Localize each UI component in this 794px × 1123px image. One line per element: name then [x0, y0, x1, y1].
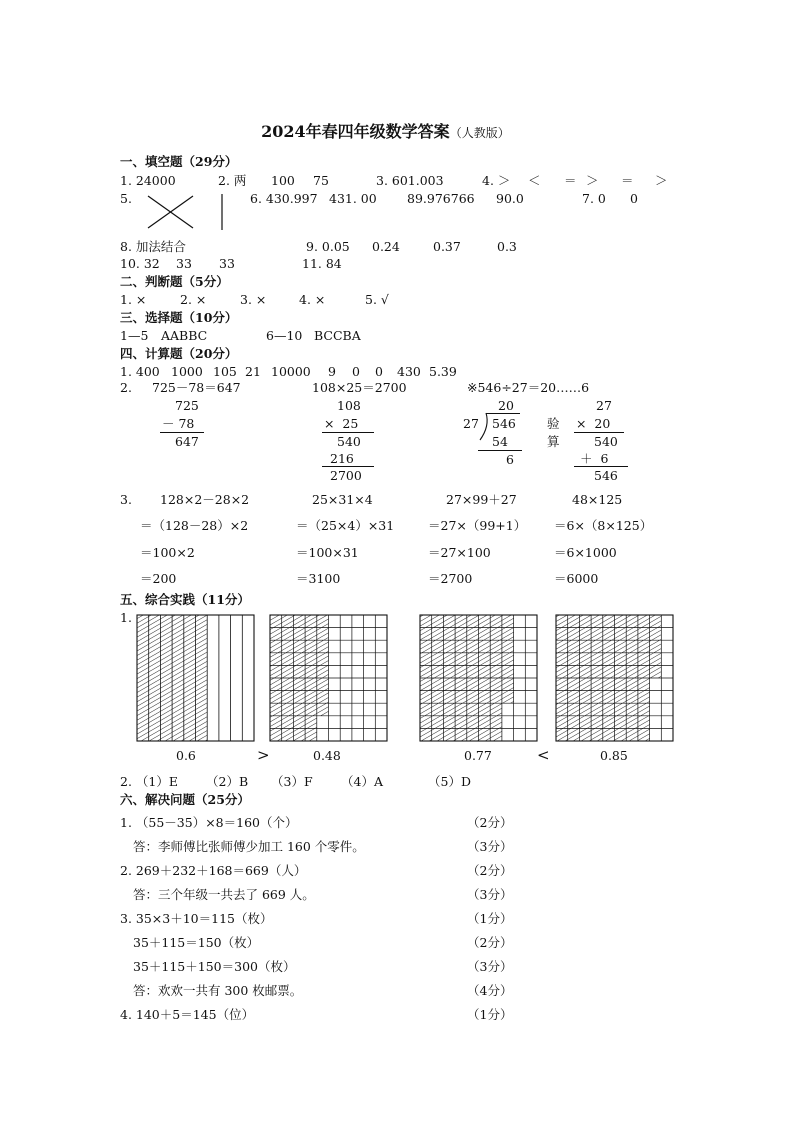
s4-q2-check-result: 546: [594, 468, 618, 483]
s6-row-3: 2. 269＋232＋168＝669（人）: [120, 863, 307, 878]
s4-q2b-partial-1: 540: [337, 434, 361, 449]
s1-r1-0: 1. 24000: [120, 173, 176, 188]
s6-row-6: 35＋115＝150（枚）: [133, 935, 260, 950]
s4-q2-check-rule-1: [574, 432, 624, 433]
s4-q2b-partial-2: 216: [330, 451, 354, 466]
s4-q3-c2-3: ＝3100: [296, 571, 341, 586]
section-5-heading: 五、综合实践（11分）: [120, 592, 250, 607]
s4-q1-4: 10000: [271, 364, 311, 379]
s6-row-3-score: （2分）: [467, 863, 513, 878]
s1-r4-1: 33: [176, 256, 192, 271]
s6-row-2-score: （3分）: [467, 839, 513, 854]
s4-q2-check-add: ＋ 6: [580, 451, 609, 466]
s4-q3-c1-3: ＝200: [140, 571, 177, 586]
s4-q2c-remainder: 6: [506, 452, 514, 467]
s6-row-2: 答：李师傅比张师傅少加工 160 个零件。: [133, 839, 365, 854]
s4-q1-2: 105: [213, 364, 237, 379]
s4-q3-c2-2: ＝100×31: [296, 545, 359, 560]
s4-q2b-equation: 108×25＝2700: [312, 380, 407, 395]
s4-q2-check-top: 27: [596, 398, 612, 413]
s4-q2b-rule-1: [322, 432, 374, 433]
s4-q2b-op: × 25: [324, 416, 359, 431]
s4-q2a-top: 725: [175, 398, 199, 413]
s5-q2-2: （3）F: [271, 774, 313, 789]
title-text: 2024年春四年级数学答案: [261, 122, 450, 141]
section-6-heading: 六、解决问题（25分）: [120, 792, 250, 807]
s4-q2b-rule-2: [322, 466, 374, 467]
s4-q2c-equation: ※546÷27＝20……6: [467, 380, 590, 395]
s4-q2-check-rule-2: [574, 466, 628, 467]
s6-row-1: 1. （55－35）×8＝160（个）: [120, 815, 298, 830]
s4-q2-check-mid: 540: [594, 434, 618, 449]
s1-r3-1: 9. 0.05: [306, 239, 350, 254]
s4-q2a-result: 647: [175, 434, 199, 449]
s1-r2-3: 89.976766: [407, 191, 475, 206]
s5-compare-1: >: [257, 746, 270, 764]
s4-q3-c1-0: 128×2－28×2: [160, 492, 250, 507]
s4-q3-c3-3: ＝2700: [428, 571, 473, 586]
s4-q2c-dividend: 546: [492, 416, 516, 431]
s1-r3-3: 0.37: [433, 239, 461, 254]
s1-r4-0: 10. 32: [120, 256, 160, 271]
s4-q2b-result: 2700: [330, 468, 362, 483]
s4-q3-c3-1: ＝27×（99+1）: [428, 518, 527, 533]
s2-item-3: 3. ×: [240, 292, 267, 307]
s4-q2-check-op: × 20: [576, 416, 611, 431]
s6-row-9: 4. 140＋5＝145（位）: [120, 1007, 255, 1022]
s2-item-5: 5. √: [365, 292, 389, 307]
s5-q2-0: 2. （1）E: [120, 774, 178, 789]
s4-q3-label: 3.: [120, 492, 132, 507]
s4-q2a-op: － 78: [162, 416, 195, 431]
s5-compare-2: <: [537, 746, 550, 764]
s1-r1-10: ＞: [655, 173, 668, 188]
s1-r3-0: 8. 加法结合: [120, 239, 186, 254]
s2-item-4: 4. ×: [299, 292, 326, 307]
section-1-heading: 一、填空题（29分）: [120, 154, 238, 169]
s1-r2-4: 90.0: [496, 191, 524, 206]
section-2-heading: 二、判断题（5分）: [120, 274, 229, 289]
s4-q3-c4-3: ＝6000: [554, 571, 599, 586]
s4-q1-6: 0: [352, 364, 360, 379]
s4-q3-c4-2: ＝6×1000: [554, 545, 617, 560]
s6-row-4-score: （3分）: [467, 887, 513, 902]
s6-row-4: 答：三个年级一共去了 669 人。: [133, 887, 315, 902]
s4-q1-5: 9: [328, 364, 336, 379]
s6-row-8: 答：欢欢一共有 300 枚邮票。: [133, 983, 303, 998]
s5-q2-4: （5）D: [428, 774, 471, 789]
s1-r2-6: 0: [630, 191, 638, 206]
s4-q3-c4-0: 48×125: [572, 492, 623, 507]
s1-r3-4: 0.3: [497, 239, 517, 254]
s5-value-2: 0.48: [313, 748, 341, 763]
s1-r4-2: 33: [219, 256, 235, 271]
s1-r3-2: 0.24: [372, 239, 400, 254]
section-4-heading: 四、计算题（20分）: [120, 346, 238, 361]
s1-r1-9: ＝: [621, 173, 634, 188]
s6-row-9-score: （1分）: [467, 1007, 513, 1022]
s1-r1-6: ＜: [528, 173, 541, 188]
s4-q1-3: 21: [245, 364, 261, 379]
s6-row-1-score: （2分）: [467, 815, 513, 830]
s1-r1-5: 4. ＞: [482, 173, 511, 188]
s4-q1-0: 1. 400: [120, 364, 160, 379]
s2-item-2: 2. ×: [180, 292, 207, 307]
s6-row-7: 35＋115＋150＝300（枚）: [133, 959, 296, 974]
s1-r1-8: ＞: [586, 173, 599, 188]
s4-q2c-divisor: 27: [463, 416, 479, 431]
s4-q3-c2-0: 25×31×4: [312, 492, 373, 507]
s5-q2-1: （2）B: [206, 774, 249, 789]
s4-q1-8: 430: [397, 364, 421, 379]
s4-q1-9: 5.39: [429, 364, 457, 379]
s1-r4-3: 11. 84: [302, 256, 342, 271]
s1-r1-4: 3. 601.003: [376, 173, 444, 188]
s4-q3-c3-0: 27×99＋27: [446, 492, 517, 507]
s3-answers-2: BCCBA: [314, 328, 361, 343]
s1-r2-2: 431. 00: [329, 191, 377, 206]
s3-range-2: 6—10: [266, 328, 303, 343]
s1-r1-2: 100: [271, 173, 295, 188]
section-3-heading: 三、选择题（10分）: [120, 310, 238, 325]
s5-value-4: 0.85: [600, 748, 628, 763]
s6-row-5-score: （1分）: [467, 911, 513, 926]
s4-q3-c1-2: ＝100×2: [140, 545, 195, 560]
s6-row-8-score: （4分）: [467, 983, 513, 998]
page-title: [250, 108, 510, 140]
s4-q3-c3-2: ＝27×100: [428, 545, 491, 560]
s4-q2a-rule: [160, 432, 204, 433]
s5-q1-label: 1.: [120, 610, 132, 625]
s4-q3-c2-1: ＝（25×4）×31: [296, 518, 395, 533]
s4-q3-c1-1: ＝（128－28）×2: [140, 518, 249, 533]
s4-q2-check-label-1: 验: [547, 416, 560, 431]
s6-row-6-score: （2分）: [467, 935, 513, 950]
s1-r2-5: 7. 0: [582, 191, 606, 206]
s6-row-5: 3. 35×3＋10＝115（枚）: [120, 911, 273, 926]
s4-q2c-rule: [478, 450, 522, 451]
s4-q2a-equation: 725－78＝647: [152, 380, 241, 395]
s1-r2-0: 5.: [120, 191, 132, 206]
s4-q3-c4-1: ＝6×（8×125）: [554, 518, 653, 533]
s1-r1-1: 2. 两: [218, 173, 247, 188]
s2-item-1: 1. ×: [120, 292, 147, 307]
s4-q2c-subtract: 54: [492, 434, 508, 449]
s1-r1-3: 75: [313, 173, 329, 188]
s5-value-3: 0.77: [464, 748, 492, 763]
s3-range-1: 1—5: [120, 328, 149, 343]
s1-r2-1: 6. 430.997: [250, 191, 318, 206]
s5-q2-3: （4）A: [341, 774, 383, 789]
s4-q2-label: 2.: [120, 380, 132, 395]
s4-q2b-top: 108: [337, 398, 361, 413]
s6-row-7-score: （3分）: [467, 959, 513, 974]
s4-q1-7: 0: [375, 364, 383, 379]
s1-r1-7: ＝: [564, 173, 577, 188]
s4-q2c-bracket-top: [486, 413, 520, 414]
s4-q1-1: 1000: [171, 364, 203, 379]
title-suffix: （人教版）: [449, 126, 510, 140]
s3-answers-1: AABBC: [161, 328, 208, 343]
s5-value-1: 0.6: [176, 748, 196, 763]
s4-q2-check-label-2: 算: [547, 434, 560, 449]
s4-q2c-quotient: 20: [498, 398, 514, 413]
